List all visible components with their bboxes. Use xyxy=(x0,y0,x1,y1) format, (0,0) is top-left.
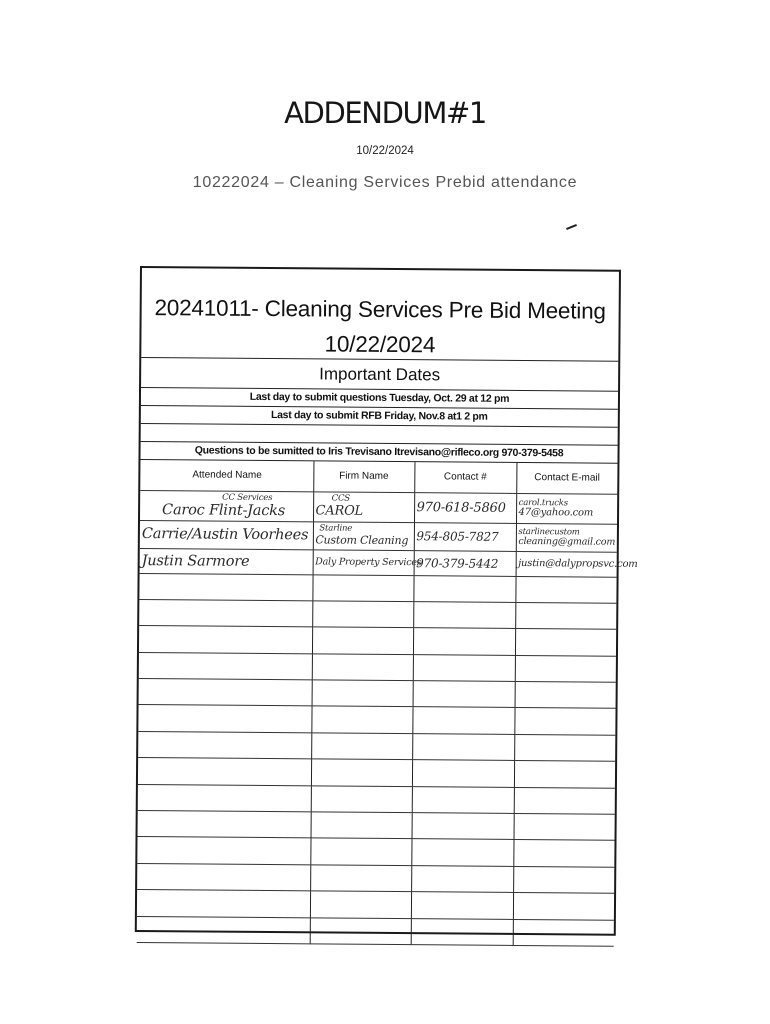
empty-attendance-row xyxy=(139,652,616,682)
empty-cell xyxy=(412,733,514,760)
empty-cell xyxy=(138,758,311,786)
empty-cell xyxy=(312,601,413,628)
empty-cell xyxy=(411,839,513,866)
column-header-email: Contact E-mail xyxy=(516,463,617,494)
document-title: ADDENDUM#1 xyxy=(284,96,486,130)
empty-cell xyxy=(139,599,312,627)
empty-cell xyxy=(413,628,515,655)
rfb-deadline: Last day to submit RFB Friday, Nov.8 at1 2 pm xyxy=(141,406,618,428)
empty-cell xyxy=(137,916,310,944)
empty-cell xyxy=(514,708,615,735)
empty-attendance-row xyxy=(138,758,615,788)
firm-name: Custom Cleaning xyxy=(315,533,409,548)
column-header-firm: Firm Name xyxy=(313,461,414,492)
empty-cell xyxy=(312,574,413,601)
empty-cell xyxy=(312,627,413,654)
empty-cell xyxy=(514,813,615,840)
contact-number: 970-379-5442 xyxy=(416,555,499,571)
empty-cell xyxy=(514,787,615,814)
contact-email-line1: starlinecustom xyxy=(518,526,580,538)
empty-cell xyxy=(411,918,513,945)
sheet-title-line1: 20241011- Cleaning Services Pre Bid Meeting xyxy=(154,295,606,324)
contact-number: 954-805-7827 xyxy=(416,529,499,544)
empty-attendance-row xyxy=(137,863,614,893)
contact-email-cell xyxy=(516,551,638,577)
empty-cell xyxy=(514,761,615,788)
empty-cell xyxy=(515,602,616,629)
empty-cell xyxy=(310,865,411,892)
empty-attendance-row xyxy=(138,731,615,761)
empty-cell xyxy=(311,812,412,839)
empty-cell xyxy=(138,731,311,759)
empty-cell xyxy=(513,893,614,920)
empty-cell xyxy=(311,706,412,733)
empty-attendance-row xyxy=(137,837,614,867)
empty-attendance-row xyxy=(138,705,615,735)
attendee-name: Justin Sarmore xyxy=(141,552,250,570)
contact-email-cell xyxy=(516,523,617,552)
empty-attendance-row xyxy=(139,679,616,709)
attendee-company-note: CC Services xyxy=(222,492,273,503)
empty-cell xyxy=(139,652,312,680)
empty-cell xyxy=(137,837,310,865)
firm-name: Daly Property Services xyxy=(315,556,422,569)
empty-cell xyxy=(515,576,616,603)
attendance-row xyxy=(140,520,617,552)
contact-number-cell xyxy=(414,522,516,551)
empty-cell xyxy=(137,890,310,918)
attendee-name-cell xyxy=(140,548,313,574)
firm-name-cell xyxy=(313,549,422,575)
empty-cell xyxy=(412,707,514,734)
contact-number-cell xyxy=(414,492,516,523)
contact-email-line2: cleaning@gmail.com xyxy=(518,535,616,548)
empty-cell xyxy=(310,917,411,944)
sheet-title xyxy=(141,268,619,362)
contact-email-line2: 47@yahoo.com xyxy=(518,506,594,519)
empty-cell xyxy=(311,759,412,786)
empty-cell xyxy=(412,813,514,840)
document-subtitle: 10222024 – Cleaning Services Prebid attendance xyxy=(192,174,578,191)
empty-cell xyxy=(413,681,515,708)
empty-attendance-row xyxy=(138,784,615,814)
empty-cell xyxy=(137,863,310,891)
attendance-header-row xyxy=(140,460,617,494)
attendance-table xyxy=(137,460,638,947)
firm-name: CAROL xyxy=(315,503,364,519)
empty-cell xyxy=(412,786,514,813)
attendee-name: Carrie/Austin Voorhees xyxy=(141,526,309,544)
empty-cell xyxy=(515,682,616,709)
empty-cell xyxy=(138,705,311,733)
empty-cell xyxy=(413,654,515,681)
empty-cell xyxy=(138,811,311,839)
contact-email-cell xyxy=(516,493,617,524)
document-date: 10/22/2024 xyxy=(356,145,414,157)
column-header-name: Attended Name xyxy=(140,460,313,491)
empty-cell xyxy=(310,838,411,865)
firm-note: Starline xyxy=(319,523,353,534)
empty-cell xyxy=(515,629,616,656)
column-header-contact: Contact # xyxy=(414,462,516,493)
empty-attendance-row xyxy=(137,916,614,946)
empty-cell xyxy=(513,866,614,893)
empty-cell xyxy=(311,785,412,812)
empty-attendance-row xyxy=(137,890,614,920)
empty-attendance-row xyxy=(139,599,616,629)
empty-cell xyxy=(139,679,312,707)
firm-note: CCS xyxy=(331,493,350,504)
empty-cell xyxy=(312,680,413,707)
scanned-sign-in-sheet xyxy=(135,266,638,936)
attendance-row xyxy=(140,490,617,524)
empty-attendance-row xyxy=(139,573,616,603)
attendee-name-cell xyxy=(140,520,313,549)
empty-cell xyxy=(514,734,615,761)
empty-cell xyxy=(513,919,614,946)
empty-cell xyxy=(312,654,413,681)
attendance-row xyxy=(140,548,617,577)
firm-name-cell xyxy=(313,521,414,550)
firm-name-cell xyxy=(313,491,414,522)
contact-email: justin@dalypropsvc.com xyxy=(518,557,638,570)
attendee-name-cell xyxy=(140,490,313,521)
contact-email-line1: carol.trucks xyxy=(518,497,568,509)
attendee-name: Caroc Flint-Jacks xyxy=(162,501,286,519)
scan-mark xyxy=(566,224,577,230)
questions-deadline: Last day to submit questions Tuesday, Oct. 29 at 12 pm xyxy=(141,388,618,410)
empty-cell xyxy=(513,840,614,867)
empty-cell xyxy=(515,655,616,682)
contact-number: 970-618-5860 xyxy=(416,499,506,516)
important-dates-heading: Important Dates xyxy=(141,358,618,392)
empty-attendance-row xyxy=(138,811,615,841)
sheet-title-line2: 10/22/2024 xyxy=(324,331,436,358)
empty-cell xyxy=(411,892,513,919)
empty-cell xyxy=(310,891,411,918)
empty-cell xyxy=(413,575,515,602)
empty-attendance-row xyxy=(139,626,616,656)
empty-cell xyxy=(413,602,515,629)
questions-contact: Questions to be sumitted to Iris Trevisano Itrevisano@rifleco.org 970-379-5458 xyxy=(140,442,617,464)
empty-cell xyxy=(311,733,412,760)
empty-cell xyxy=(139,626,312,654)
empty-cell xyxy=(412,760,514,787)
empty-cell xyxy=(411,865,513,892)
empty-cell xyxy=(139,573,312,601)
contact-number-cell xyxy=(414,550,516,576)
empty-cell xyxy=(138,784,311,812)
